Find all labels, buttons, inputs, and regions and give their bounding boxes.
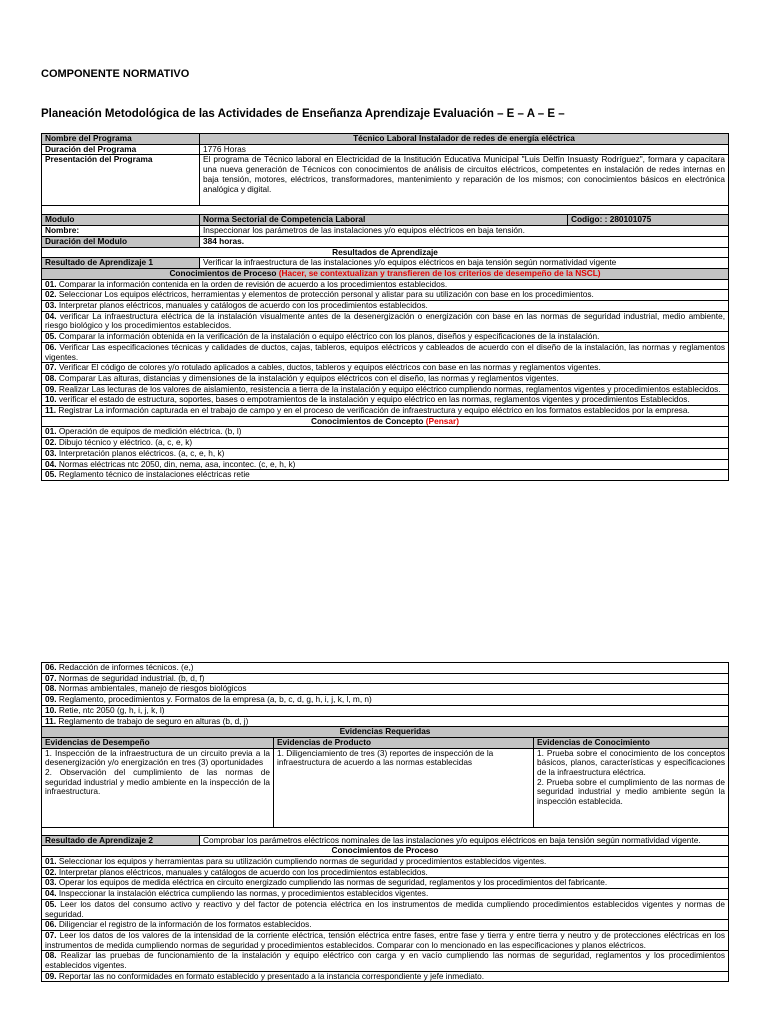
item-number: 09.: [45, 694, 57, 705]
item-text: Comparar la información contenida en la orden de revisión de acuerdo a los procedimientos establecidos.: [56, 279, 448, 289]
results-header: Resultados de Aprendizaje: [42, 247, 729, 258]
list-item-cell: [42, 342, 729, 362]
list-item: [42, 311, 729, 331]
item-text: Normas eléctricas ntc 2050, din, nema, asa, incontec. (c, e, h, k): [56, 459, 296, 469]
item-text: Operación de equipos de medición eléctrica. (b, l): [56, 426, 242, 437]
item-number: 06.: [45, 919, 57, 930]
knowledge-evidence-1: 1. Prueba sobre el conocimiento de los conceptos básicos, planos, características y especificaciones de la infraestructura eléctrica.: [537, 748, 726, 778]
list-item-cell: [42, 878, 729, 889]
item-text: verificar el estado de estructura, soportes, bases o empotramientos de la instalación y equipo eléctrico en las normas, reglamentos vigentes y procedimientos Establecidos.: [56, 394, 690, 405]
item-text: Realizar las pruebas de funcionamiento de la instalación y equipo eléctrico con carga y en vacío cumpliendo las normas de seguridad, reglamentos y los procedimientos establecidos vigentes.: [45, 950, 726, 971]
evidence-header: Evidencias Requeridas: [42, 727, 729, 738]
list-item: [42, 889, 729, 900]
concept-knowledge-list-continued: [42, 663, 729, 727]
spacer-row: [42, 206, 729, 215]
item-number: 09.: [45, 384, 57, 394]
item-number: 03.: [45, 448, 57, 458]
list-item-cell: [42, 470, 729, 481]
list-item: [42, 406, 729, 417]
item-text: Registrar La información capturada en el trabajo de campo y en el proceso de verificación de infraestructura y equipo eléctrico en los formatos establecidos por la empresa.: [56, 405, 690, 416]
item-number: 01.: [45, 279, 57, 289]
process-knowledge-header: [42, 268, 729, 279]
module-norm: Norma Sectorial de Competencia Laboral: [200, 215, 568, 226]
process-knowledge-2-header: Conocimientos de Proceso: [42, 846, 729, 857]
list-item: [42, 363, 729, 374]
item-number: 11.: [45, 405, 57, 416]
item-number: 06.: [45, 662, 57, 672]
item-text: Interpretación planos eléctricos. (a, c, e, h, k): [56, 448, 225, 458]
list-item: [42, 470, 729, 481]
item-text: Reportar las no conformidades en formato establecido y presentado a la instancia correspondiente y jefe inmediato.: [56, 971, 485, 981]
program-duration-label: Duración del Programa: [42, 144, 200, 155]
item-text: Dibujo técnico y eléctrico. (a, c, e, k): [56, 437, 193, 448]
list-item-cell: [42, 395, 729, 406]
list-item: [42, 427, 729, 438]
list-item: [42, 899, 729, 919]
item-number: 01.: [45, 426, 57, 437]
list-item-cell: [42, 384, 729, 395]
process-knowledge-2-list: [42, 857, 729, 982]
item-number: 05.: [45, 331, 57, 342]
list-item-cell: [42, 290, 729, 301]
item-text: Seleccionar los equipos y herramientas para su utilización cumpliendo normas de seguridad y procedimientos establecidos vigentes.: [56, 856, 547, 867]
list-item-cell: [42, 684, 729, 695]
item-text: Leer los datos de los valores de la intensidad de la corriente eléctrica, tensión eléctrica entre fases, entre fase y tierra y entre tierra y neutro y de protecciones eléctricas en los instrumentos de medida cumpliendo normas de seguridad y procedimientos establecidos. Comparar con lo mencionado en las especificaciones y planos eléctricos.: [45, 930, 726, 950]
process-knowledge-list: [42, 279, 729, 416]
knowledge-evidence-cell: [534, 748, 729, 827]
list-item: [42, 395, 729, 406]
list-item: [42, 971, 729, 982]
item-text: Retie, ntc 2050 (g, h, i, j, k, l): [56, 705, 165, 715]
program-name-value: Técnico Laboral Instalador de redes de energía eléctrica: [200, 134, 729, 145]
list-item-cell: [42, 459, 729, 470]
list-item: [42, 373, 729, 384]
item-number: 10.: [45, 705, 57, 715]
list-item: [42, 301, 729, 312]
item-text: Leer los datos del consumo activo y reactivo y del factor de potencia eléctrica en los instrumentos de medida cumpliendo procedimientos establecidos vigentes y normas de seguridad.: [45, 899, 726, 919]
item-text: Verificar El código de colores y/o rotulado aplicados a cables, ductos, tableros y equipos eléctricos con base en las normas y reglamentos vigentes.: [56, 362, 601, 373]
item-number: 05.: [45, 469, 57, 480]
list-item-cell: [42, 406, 729, 417]
module-duration-value: 384 horas.: [200, 236, 729, 247]
performance-evidence-1: 1. Inspección de la infraestructura de un circuito previa a la desenergización y/o energización en tres (3) oportunidades: [45, 748, 270, 768]
list-item-cell: [42, 663, 729, 674]
program-presentation-value: El programa de Técnico laboral en Electricidad de la Institución Educativa Municipal "Luis Delfín Insuasty Rodríguez", formara y capacitara una nueva generación de Técnicos con conocimientos de análisis de circuitos eléctricos, competentes en instalación de redes internas en baja tensión, motores, eléctricos, transformadores, mantenimiento y reparación de los mismos; con conocimientos básicos en electrónica analógica y digital.: [200, 155, 729, 206]
item-number: 02.: [45, 289, 57, 300]
list-item-cell: [42, 889, 729, 900]
list-item: [42, 438, 729, 449]
result-1-value: Verificar la infraestructura de las instalaciones y/o equipos eléctricos en baja tensión según normatividad vigente: [200, 258, 729, 269]
concept-knowledge-header: [42, 416, 729, 427]
item-text: Diligenciar el registro de la información de los formatos establecidos.: [56, 919, 312, 930]
item-text: Reglamento de trabajo de seguro en alturas (b, d, j): [56, 716, 249, 726]
item-number: 10.: [45, 394, 57, 405]
list-item-cell: [42, 920, 729, 931]
item-number: 02.: [45, 867, 57, 877]
list-item-cell: [42, 857, 729, 868]
list-item: [42, 342, 729, 362]
list-item: [42, 448, 729, 459]
list-item-cell: [42, 867, 729, 878]
item-text: Reglamento técnico de instalaciones eléctricas retie: [56, 469, 250, 480]
list-item: [42, 663, 729, 674]
item-text: verificar La infraestructura eléctrica de la instalación visualmente antes de la desenergización o energización con base en las normas de seguridad industrial, medio ambiente, riesgo biológico y los procedimientos establecidos.: [45, 311, 726, 331]
item-number: 01.: [45, 856, 57, 867]
item-text: Seleccionar Los equipos eléctricos, herramientas y elementos de protección personal y alistar para su utilización con base en los procedimientos.: [56, 289, 594, 300]
list-item: [42, 878, 729, 889]
process-knowledge-note: (Hacer, se contextualizan y transfieren de los criterios de desempeño de la NSCL): [278, 268, 601, 278]
list-item: [42, 951, 729, 971]
item-number: 03.: [45, 300, 57, 311]
section-title: COMPONENTE NORMATIVO: [41, 68, 190, 80]
item-number: 05.: [45, 899, 57, 909]
item-text: Redacción de informes técnicos. (e,): [56, 662, 194, 672]
item-number: 11.: [45, 716, 57, 726]
item-number: 07.: [45, 673, 57, 683]
list-item-cell: [42, 438, 729, 449]
list-item-cell: [42, 448, 729, 459]
result-1-label: Resultado de Aprendizaje 1: [42, 258, 200, 269]
module-name-label: Nombre:: [42, 226, 200, 237]
list-item-cell: [42, 971, 729, 982]
list-item: [42, 705, 729, 716]
program-duration-value: 1776 Horas: [200, 144, 729, 155]
item-number: 04.: [45, 459, 57, 469]
product-evidence-title: Evidencias de Producto: [274, 737, 534, 748]
list-item-cell: [42, 716, 729, 727]
spacer-row: [42, 827, 729, 835]
item-number: 07.: [45, 362, 57, 373]
list-item: [42, 684, 729, 695]
item-text: Inspeccionar la instalación eléctrica cumpliendo las normas, y procedimientos establecidos vigentes.: [56, 888, 429, 899]
knowledge-evidence-2: 2. Prueba sobre el cumplimiento de las normas de seguridad industrial y medio ambiente según la inspección establecida.: [537, 776, 726, 807]
list-item: [42, 673, 729, 684]
list-item: [42, 857, 729, 868]
list-item-cell: [42, 363, 729, 374]
item-number: 04.: [45, 888, 57, 899]
performance-evidence-cell: [42, 748, 274, 827]
list-item: [42, 332, 729, 343]
list-item: [42, 384, 729, 395]
planning-table-page-1: [41, 133, 729, 481]
item-text: Comparar Las alturas, distancias y dimensiones de la instalación y equipos eléctricos con el diseño, las normas y reglamentos vigentes.: [56, 373, 559, 383]
module-name-value: Inspeccionar los parámetros de las instalaciones y/o equipos eléctricos en baja tensión.: [200, 226, 729, 237]
item-number: 04.: [45, 311, 57, 321]
list-item-cell: [42, 279, 729, 290]
concept-knowledge-note: (Pensar): [425, 416, 459, 426]
list-item: [42, 716, 729, 727]
item-text: Interpretar planos eléctricos, manuales y catálogos de acuerdo con los procedimientos establecidos.: [56, 300, 428, 311]
item-text: Reglamento, procedimientos y. Formatos de la empresa (a, b, c, d, g, h, i, j, k, l, m, n): [56, 694, 372, 705]
list-item-cell: [42, 695, 729, 706]
list-item-cell: [42, 705, 729, 716]
item-text: Operar los equipos de medida eléctrica en circuito energizado cumpliendo las normas de seguridad, reglamentos y los procedimientos del fabricante.: [56, 877, 608, 888]
module-duration-label: Duración del Modulo: [42, 236, 200, 247]
list-item: [42, 279, 729, 290]
document-subtitle: Planeación Metodológica de las Actividades de Enseñanza Aprendizaje Evaluación – E – A – E –: [41, 108, 565, 120]
item-number: 08.: [45, 950, 57, 961]
performance-evidence-title: Evidencias de Desempeño: [42, 737, 274, 748]
list-item-cell: [42, 930, 729, 950]
item-text: Normas de seguridad industrial. (b, d, f): [56, 673, 205, 683]
product-evidence-1: 1. Diligenciamiento de tres (3) reportes de inspección de la infraestructura de acuerdo a las normas establecidas: [277, 748, 494, 768]
module-code: Codigo: : 280101075: [568, 215, 729, 226]
list-item-cell: [42, 311, 729, 331]
program-name-label: Nombre del Programa: [42, 134, 200, 145]
list-item: [42, 930, 729, 950]
list-item: [42, 920, 729, 931]
process-knowledge-title: Conocimientos de Proceso: [169, 268, 277, 278]
item-number: 09.: [45, 971, 57, 981]
item-number: 03.: [45, 877, 57, 888]
list-item-cell: [42, 427, 729, 438]
list-item-cell: [42, 332, 729, 343]
item-number: 08.: [45, 683, 57, 694]
planning-table-page-2: [41, 662, 729, 982]
list-item-cell: [42, 951, 729, 971]
result-2-label: Resultado de Aprendizaje 2: [42, 835, 200, 846]
item-number: 08.: [45, 373, 57, 383]
result-2-value: Comprobar los parámetros eléctricos nominales de las instalaciones y/o equipos eléctricos en baja tensión según normatividad vigente.: [200, 835, 729, 846]
concept-knowledge-title: Conocimientos de Concepto: [311, 416, 424, 426]
item-text: Comparar la información obtenida en la verificación de la instalación o equipo eléctrico con los planos, diseños y especificaciones de la instalación.: [56, 331, 600, 342]
performance-evidence-2: 2. Observación del cumplimiento de las normas de seguridad industrial y medio ambiente en la inspección de la infraestructura.: [45, 767, 270, 797]
knowledge-evidence-title: Evidencias de Conocimiento: [534, 737, 729, 748]
item-number: 02.: [45, 437, 57, 448]
program-presentation-label: Presentación del Programa: [42, 155, 200, 206]
item-text: Verificar Las especificaciones técnicas y calidades de ductos, cajas, tableros, equipos eléctricos y cableados de acuerdo con el diseño de la instalación, las normas y reglamentos vigentes.: [45, 342, 726, 362]
module-label: Modulo: [42, 215, 200, 226]
list-item: [42, 867, 729, 878]
list-item-cell: [42, 373, 729, 384]
list-item-cell: [42, 899, 729, 919]
product-evidence-cell: [274, 748, 534, 827]
list-item-cell: [42, 673, 729, 684]
item-text: Interpretar planos eléctricos, manuales y catálogos de acuerdo con los procedimientos establecidos.: [56, 867, 428, 877]
item-text: Realizar Las lecturas de los valores de aislamiento, resistencia a tierra de la instalación y equipo eléctrico cumpliendo normas, reglamentos vigentes y procedimientos establecidos.: [56, 384, 721, 394]
list-item-cell: [42, 301, 729, 312]
item-text: Normas ambientales, manejo de riesgos biológicos: [56, 683, 247, 694]
list-item: [42, 459, 729, 470]
concept-knowledge-list: [42, 427, 729, 481]
item-number: 07.: [45, 930, 57, 940]
list-item: [42, 290, 729, 301]
list-item: [42, 695, 729, 706]
item-number: 06.: [45, 342, 57, 352]
